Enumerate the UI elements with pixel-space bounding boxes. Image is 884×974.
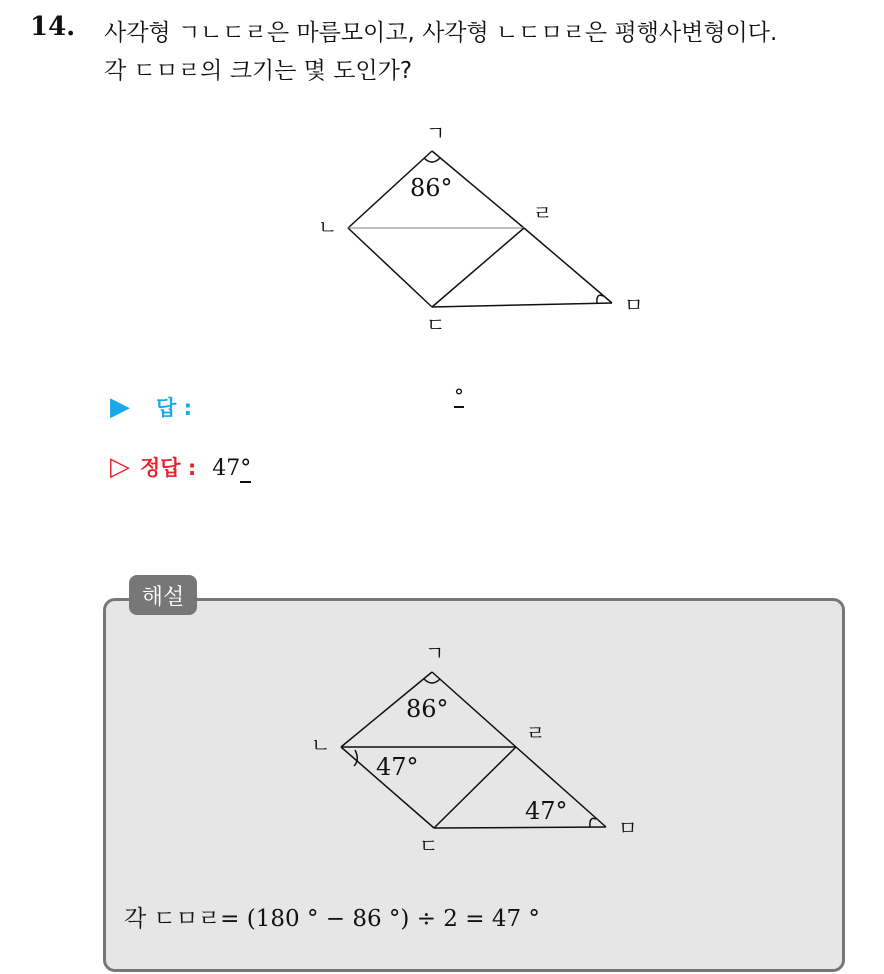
vertex-label-c: ㄷ <box>426 313 446 337</box>
correct-answer-label: 정답 : <box>140 456 197 480</box>
answer-label: 답 : <box>156 396 192 420</box>
correct-answer-value: 47° <box>212 456 252 481</box>
question-text-line-2: 각 ㄷㅁㄹ의 크기는 몇 도인가? <box>104 58 413 84</box>
exp-vertex-label-c: ㄷ <box>419 834 439 858</box>
vertex-label-a: ㄱ <box>426 121 446 145</box>
play-outline-icon: ▷ <box>110 452 130 482</box>
play-icon: ▶ <box>110 392 130 422</box>
exp-vertex-label-b: ㄴ <box>311 733 331 757</box>
exp-angle-label-right: 47° <box>525 797 568 825</box>
answer-unit: ° <box>454 384 464 408</box>
vertex-label-b: ㄴ <box>318 215 338 239</box>
question-number: 14. <box>30 12 76 42</box>
vertex-label-d: ㄹ <box>533 201 553 225</box>
exp-edge-d-c <box>434 747 516 828</box>
correct-answer-unit: ° <box>240 456 252 481</box>
explanation-tag: 해설 <box>129 575 197 615</box>
angle-label-top: 86° <box>410 174 453 202</box>
exp-angle-arc-top <box>424 679 440 683</box>
exp-vertex-label-d: ㄹ <box>526 721 546 745</box>
exp-angle-label-top: 86° <box>406 695 449 723</box>
exp-angle-label-left: 47° <box>376 753 419 781</box>
exp-vertex-label-e: ㅁ <box>618 816 638 840</box>
exp-vertex-label-a: ㄱ <box>425 641 445 665</box>
exp-angle-arc-e <box>590 818 596 827</box>
explanation-formula: 각 ㄷㅁㄹ= (180 ° − 86 °) ÷ 2 = 47 ° <box>124 906 540 932</box>
question-text-line-1: 사각형 ㄱㄴㄷㄹ은 마름모이고, 사각형 ㄴㄷㅁㄹ은 평행사변형이다. <box>104 20 778 46</box>
vertex-label-e: ㅁ <box>624 293 644 317</box>
exp-edge-c-e <box>434 827 606 828</box>
